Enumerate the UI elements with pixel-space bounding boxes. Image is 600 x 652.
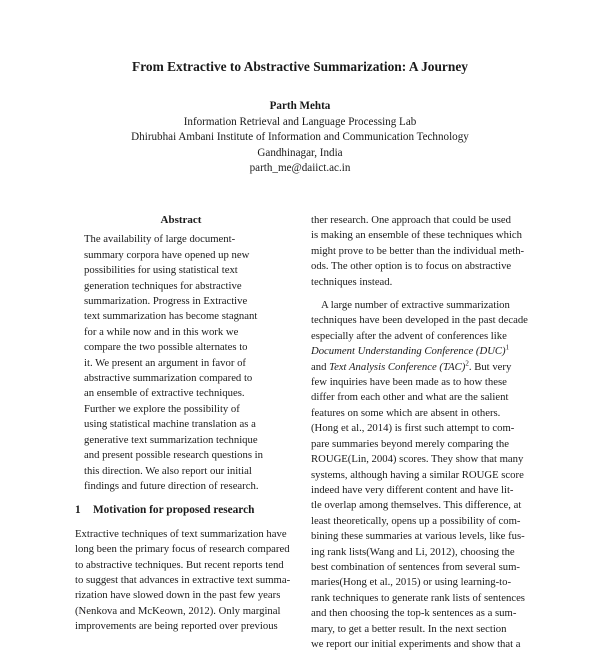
body-line: ods. The other option is to focus on abstractive (311, 260, 512, 273)
body-line: Extractive techniques of text summarization have (75, 527, 287, 540)
abstract-line: an ensemble of extractive techniques. (84, 387, 245, 400)
abstract-line: compare the two possible alternates to (84, 341, 248, 354)
body-line: differ from each other and what are the salient (311, 391, 509, 404)
author-lab: Information Retrieval and Language Processing Lab (183, 115, 417, 128)
abstract-line: for a while now and in this work we (84, 325, 239, 338)
body-line: tle overlap among themselves. This difference, at (311, 499, 522, 512)
body-line: ther research. One approach that could be used (311, 214, 512, 226)
left-column (75, 213, 291, 635)
body-line: techniques have been developed in the past decade (311, 314, 528, 327)
abstract-line: abstractive summarization compared to (84, 372, 253, 385)
body-line: systems, although having a similar ROUGE score (311, 468, 524, 481)
body-line: (Nenkova and McKeown, 2012). Only marginal (75, 604, 281, 617)
abstract-line: using statistical machine translation as a (84, 418, 256, 431)
body-line: mary, to get a better result. In the next section (311, 622, 507, 635)
body-line: might prove to be better than the individual meth- (311, 244, 525, 257)
body-line: long been the primary focus of research compared (75, 543, 290, 556)
line-tail: . But very (468, 360, 512, 373)
abstract-line: The availability of large document- (84, 233, 236, 246)
body-line: rization have slowed down in the past few years (75, 589, 281, 602)
abstract-line: it. We present an argument in favor of (84, 356, 246, 369)
right-column (311, 213, 528, 652)
abstract-line: possibilities for using statistical text (84, 264, 238, 277)
tac-name: Text Analysis Conference (TAC) (329, 360, 466, 373)
author-name: Parth Mehta (269, 100, 331, 112)
body-line: ing rank lists(Wang and Li, 2012), choosing the (311, 545, 515, 558)
section-paragraph (75, 527, 291, 635)
abstract-line: generative text summarization technique (84, 433, 258, 446)
abstract-line: text summarization has become stagnant (84, 310, 258, 323)
body-line: rank techniques to generate rank lists of sentences (311, 591, 525, 604)
author-institute: Dhirubhai Ambani Institute of Information and Communication Technology (131, 131, 469, 144)
author-block (0, 99, 600, 177)
footnote-marker: 1 (505, 343, 510, 352)
abstract-line: generation techniques for abstractive (84, 279, 242, 292)
body-line: to abstractive techniques. But recent reports tend (75, 558, 284, 571)
body-line: few inquiries have been made as to how these (311, 376, 507, 389)
duc-name: Document Understanding Conference (DUC) (311, 345, 506, 358)
right-paragraph-1 (311, 213, 525, 290)
body-line: indeed have very different content and have lit- (311, 483, 514, 496)
body-line: least theoretically, opens up a possibility of com- (311, 514, 521, 527)
body-line: features on some which are absent in others. (311, 406, 501, 419)
body-line: improvements are being reported over previous (75, 620, 278, 633)
body-line: to suggest that advances in extractive text summa- (75, 573, 291, 586)
abstract-text (84, 232, 278, 494)
body-line (311, 360, 525, 375)
author-email: parth_me@daiict.ac.in (249, 162, 351, 175)
body-line: and then choosing the top-k sentences as a sum- (311, 607, 517, 620)
body-line: A large number of extractive summarization (321, 299, 510, 312)
body-line: maries(Hong et al., 2015) or using learning-to- (311, 576, 512, 589)
abstract-line: and present possible research questions in (84, 449, 263, 462)
abstract-heading: Abstract (160, 214, 202, 226)
abstract-line: summary corpora have opened up new (84, 248, 250, 261)
body-line: (Hong et al., 2014) is first such attempt to com- (311, 422, 515, 435)
section-number: 1 (75, 504, 81, 517)
body-line: pare summaries beyond merely comparing the (311, 437, 509, 450)
body-line: ROUGE(Lin, 2004) scores. They show that many (311, 453, 524, 466)
body-line: techniques instead. (311, 275, 393, 288)
abstract-line: findings and future direction of research. (84, 479, 259, 492)
section-heading (75, 503, 287, 518)
footnote-marker: 2 (465, 359, 469, 368)
body-line (311, 344, 525, 359)
abstract-line: this direction. We also report our initial (84, 464, 252, 477)
right-paragraph-2 (311, 298, 528, 652)
author-location: Gandhinagar, India (257, 146, 343, 159)
body-line: we report our initial experiments and show that a (311, 637, 521, 650)
section-title: Motivation for proposed research (93, 504, 255, 517)
abstract-line: Further we explore the possibility of (84, 402, 240, 415)
and-word: and (311, 360, 330, 373)
body-line: best combination of sentences from several sum- (311, 560, 520, 573)
body-line: especially after the advent of conferences like (311, 329, 507, 342)
body-line: bining these summaries at various levels, like fus- (311, 530, 525, 543)
body-line: is making an ensemble of these techniques which (311, 229, 523, 242)
paper-title: From Extractive to Abstractive Summarization: A Journey (132, 59, 468, 74)
abstract-line: summarization. Progress in Extractive (84, 295, 248, 308)
